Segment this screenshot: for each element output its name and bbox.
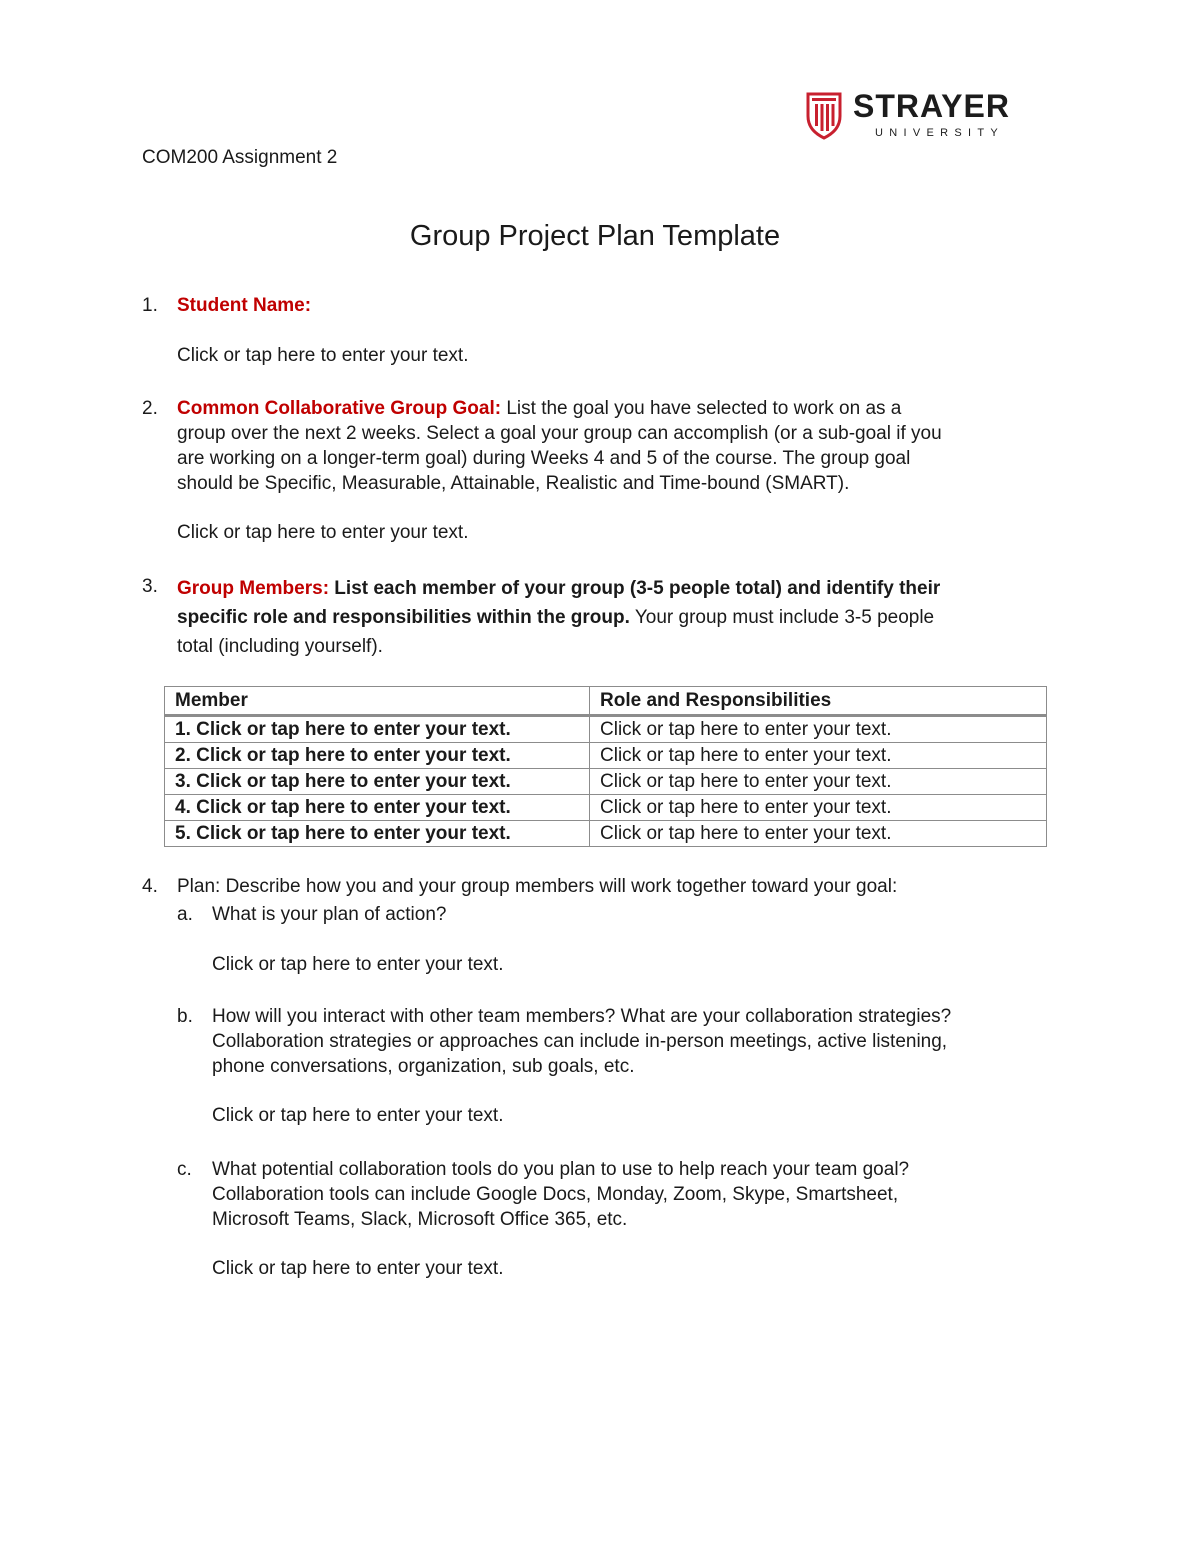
plan-of-action-question: What is your plan of action? — [212, 904, 447, 925]
member-cell[interactable]: 3. Click or tap here to enter your text. — [165, 769, 590, 795]
collaboration-tools-question: What potential collaboration tools do you plan to use to help reach your team goal? Collaboration tools can include Google Docs, Monday, Zoom, Skype, Smartsheet, Microsoft Teams, Slack, Microsoft Office 365, etc. — [212, 1159, 910, 1230]
logo-name: STRAYER — [853, 88, 1010, 124]
group-goal-field[interactable]: Click or tap here to enter your text. — [177, 522, 469, 543]
logo-subtitle: UNIVERSITY — [875, 127, 1005, 139]
member-cell[interactable]: 5. Click or tap here to enter your text. — [165, 821, 590, 847]
table-row — [165, 743, 1047, 769]
group-members-label: Group Members: — [177, 578, 330, 599]
item-4c-letter: c. — [177, 1159, 192, 1180]
members-table — [164, 686, 1047, 847]
item-4b-letter: b. — [177, 1006, 193, 1027]
item-3-number: 3. — [142, 576, 158, 597]
item-1-number: 1. — [142, 295, 158, 316]
strayer-logo — [806, 90, 1016, 142]
role-cell[interactable]: Click or tap here to enter your text. — [590, 795, 1047, 821]
student-name-label: Student Name: — [177, 295, 312, 316]
table-row — [165, 795, 1047, 821]
role-cell[interactable]: Click or tap here to enter your text. — [590, 821, 1047, 847]
item-4a-letter: a. — [177, 904, 193, 925]
table-row — [165, 769, 1047, 795]
member-cell[interactable]: 1. Click or tap here to enter your text. — [165, 716, 590, 743]
item-3-text: Group Members: List each member of your group (3-5 people total) and identify their specific role and responsibilities within the group. Your group must include 3-5 people total (including yourself). — [177, 578, 941, 657]
table-row — [165, 716, 1047, 743]
plan-of-action-field[interactable]: Click or tap here to enter your text. — [212, 954, 504, 975]
item-1-label — [177, 293, 311, 318]
student-name-field[interactable]: Click or tap here to enter your text. — [177, 345, 469, 366]
collaboration-strategies-question: How will you interact with other team members? What are your collaboration strategies? Collaboration strategies or approaches can include in-person meetings, active listening, phone conversations, organization, sub goals, etc. — [212, 1006, 952, 1077]
item-2-text: Common Collaborative Group Goal: List the goal you have selected to work on as a group over the next 2 weeks. Select a goal your group can accomplish (or a sub-goal if you are working on a longer-term goal) during Weeks 4 and 5 of the course. The group goal should be Specific, Measurable, Attainable, Realistic and Time-bound (SMART). — [177, 398, 942, 494]
role-cell[interactable]: Click or tap here to enter your text. — [590, 716, 1047, 743]
role-column-header: Role and Responsibilities — [590, 687, 1047, 716]
shield-icon — [806, 90, 842, 140]
table-row — [165, 821, 1047, 847]
course-label: COM200 Assignment 2 — [142, 147, 338, 168]
item-4-number: 4. — [142, 876, 158, 897]
member-cell[interactable]: 2. Click or tap here to enter your text. — [165, 743, 590, 769]
plan-intro: Plan: Describe how you and your group members will work together toward your goal: — [177, 876, 898, 897]
group-goal-label: Common Collaborative Group Goal: — [177, 398, 502, 419]
member-cell[interactable]: 4. Click or tap here to enter your text. — [165, 795, 590, 821]
page-title: Group Project Plan Template — [409, 220, 781, 252]
collaboration-tools-field[interactable]: Click or tap here to enter your text. — [212, 1258, 504, 1279]
collaboration-strategies-field[interactable]: Click or tap here to enter your text. — [212, 1105, 504, 1126]
table-header-row — [165, 687, 1047, 716]
role-cell[interactable]: Click or tap here to enter your text. — [590, 743, 1047, 769]
member-column-header: Member — [165, 687, 590, 716]
role-cell[interactable]: Click or tap here to enter your text. — [590, 769, 1047, 795]
item-2-number: 2. — [142, 398, 158, 419]
